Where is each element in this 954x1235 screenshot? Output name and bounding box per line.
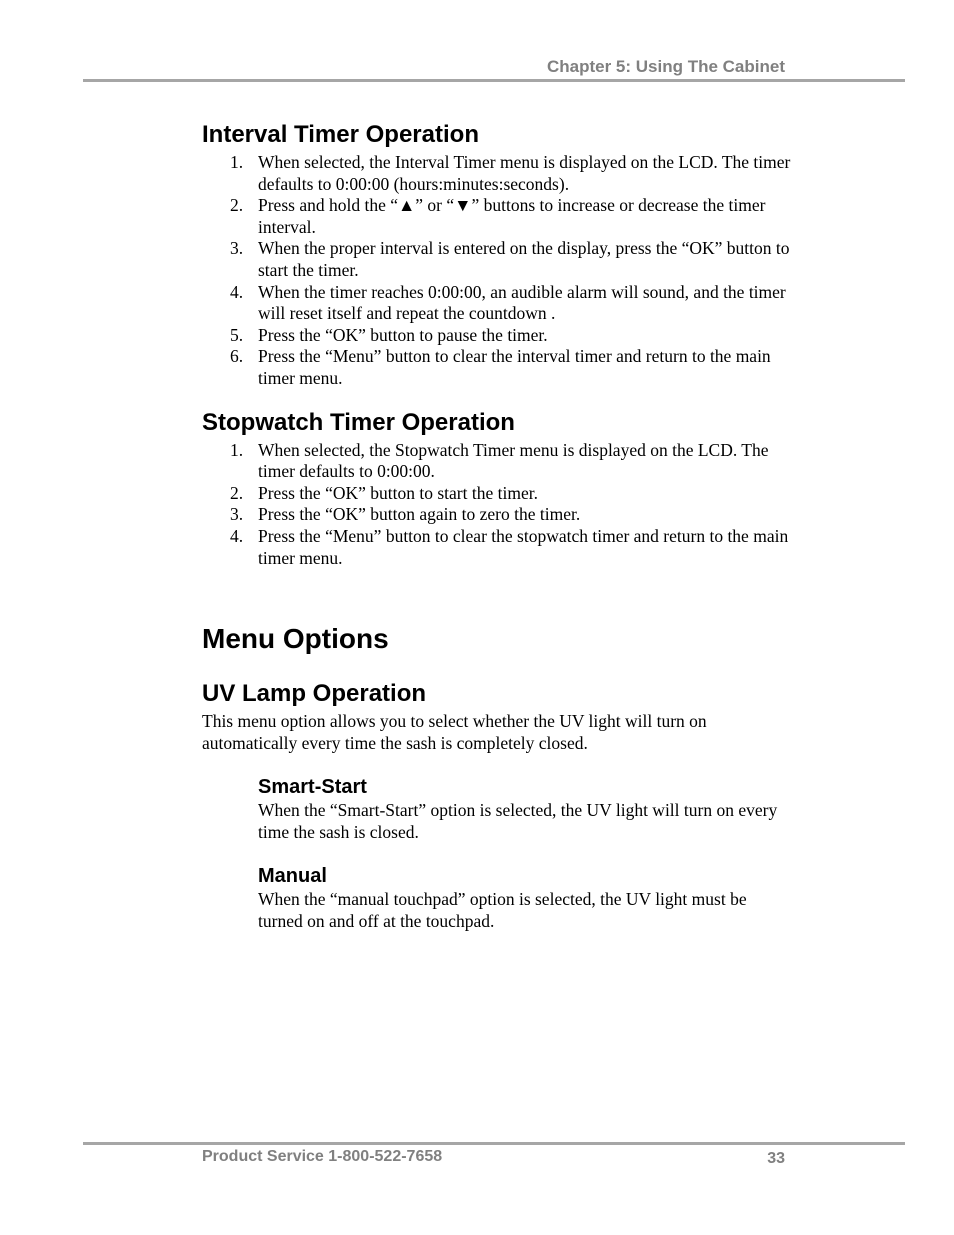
step-text: When selected, the Stopwatch Timer menu is displayed on the LCD. The timer defaults to 0:00:00. <box>258 439 769 482</box>
page-content <box>202 118 792 933</box>
smart-start-heading: Smart-Start <box>258 776 367 799</box>
step-number: 4. <box>230 525 244 546</box>
step-text: Press the “OK” button to start the timer. <box>258 482 538 503</box>
uv-lamp-description: This menu option allows you to select whether the UV light will turn on automatically every time the sash is completely closed. <box>202 711 707 753</box>
manual-section <box>202 863 792 932</box>
manual-heading: Manual <box>258 865 327 888</box>
smart-start-description: When the “Smart-Start” option is selected, the UV light will turn on every time the sash is closed. <box>258 800 778 842</box>
step-number: 2. <box>230 195 244 216</box>
step-number: 6. <box>230 346 244 367</box>
list-item <box>202 195 792 238</box>
footer-rule <box>83 1142 905 1145</box>
step-text: Press the “Menu” button to clear the stopwatch timer and return to the main timer menu. <box>258 525 789 568</box>
step-text: When the proper interval is entered on the display, press the “OK” button to start the timer. <box>258 238 790 280</box>
step-number: 4. <box>230 281 244 302</box>
list-item <box>202 325 792 347</box>
step-number: 3. <box>230 504 244 525</box>
product-service-phone: Product Service 1-800-522-7658 <box>202 1148 443 1165</box>
page-number: 33 <box>767 1150 785 1167</box>
list-item <box>202 282 792 325</box>
header-rule <box>83 79 905 82</box>
interval-steps <box>202 152 792 390</box>
list-item <box>202 483 792 505</box>
list-item <box>202 504 792 526</box>
list-item <box>202 238 792 281</box>
step-text: Press the “Menu” button to clear the interval timer and return to the main timer menu. <box>258 346 771 388</box>
step-text: Press and hold the “▲” or “▼” buttons to increase or decrease the timer interval. <box>258 195 766 237</box>
chapter-header: Chapter 5: Using The Cabinet <box>546 57 785 76</box>
list-item <box>202 526 792 569</box>
step-text: Press the “OK” button to pause the timer. <box>258 324 548 345</box>
list-item <box>202 440 792 483</box>
step-number: 1. <box>230 439 244 460</box>
step-number: 1. <box>230 152 244 172</box>
step-number: 3. <box>230 238 244 259</box>
step-number: 2. <box>230 482 244 503</box>
list-item <box>202 152 792 195</box>
step-text: When the timer reaches 0:00:00, an audible alarm will sound, and the timer will reset itself and repeat the countdown . <box>258 281 786 324</box>
uv-lamp-heading: UV Lamp Operation <box>202 680 427 708</box>
menu-options-heading: Menu Options <box>202 623 389 655</box>
stopwatch-timer-heading: Stopwatch Timer Operation <box>202 408 515 436</box>
step-text: When selected, the Interval Timer menu is displayed on the LCD. The timer defaults to 0:00:00 (hours:minutes:seconds). <box>258 152 791 194</box>
list-item <box>202 346 792 389</box>
step-number: 5. <box>230 324 244 345</box>
smart-start-section <box>202 774 792 843</box>
step-text: Press the “OK” button again to zero the timer. <box>258 504 581 525</box>
manual-description: When the “manual touchpad” option is selected, the UV light must be turned on and off at the touchpad. <box>258 889 747 932</box>
interval-timer-heading: Interval Timer Operation <box>202 121 479 148</box>
stopwatch-steps <box>202 440 792 570</box>
